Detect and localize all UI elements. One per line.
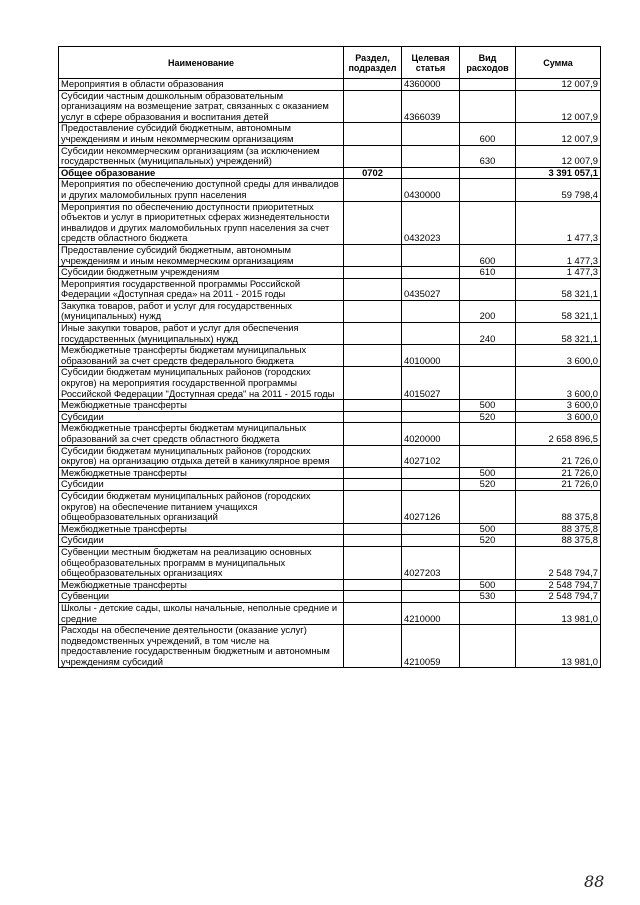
cell-name: Межбюджетные трансферты бюджетам муниципальных образований за счет средств областного бюджета (59, 423, 344, 445)
cell-type (460, 625, 516, 668)
table-header-row (59, 47, 601, 79)
cell-type (460, 445, 516, 467)
cell-name: Субсидии частным дошкольным образовательным организациям на возмещение затрат, связанных с оказанием услуг в сфере образования и воспитания детей (59, 90, 344, 123)
table-row (59, 479, 601, 491)
cell-name: Субсидии (59, 535, 344, 547)
cell-sum: 2 658 896,5 (516, 423, 601, 445)
cell-code: 4027203 (402, 546, 460, 579)
cell-type: 500 (460, 579, 516, 591)
cell-code (402, 467, 460, 479)
cell-name: Расходы на обеспечение деятельности (оказание услуг) подведомственных учреждений, в том числе на предоставление государственным бюджетным и автономным учреждениям субсидий (59, 625, 344, 668)
table-row (59, 367, 601, 400)
cell-name: Субсидии бюджетным учреждениям (59, 267, 344, 279)
cell-section (344, 535, 402, 547)
cell-name: Субсидии бюджетам муниципальных районов (городских округов) на организацию отдыха детей в каникулярное время (59, 445, 344, 467)
table-row (59, 244, 601, 266)
table-row (59, 300, 601, 322)
cell-name: Мероприятия по обеспечению доступной среды для инвалидов и других маломобильных групп населения (59, 179, 344, 201)
cell-type: 240 (460, 323, 516, 345)
cell-code (402, 145, 460, 167)
cell-type (460, 167, 516, 179)
cell-code (402, 123, 460, 145)
cell-sum: 1 477,3 (516, 201, 601, 244)
cell-name: Межбюджетные трансферты (59, 467, 344, 479)
header-section: Раздел, подраздел (344, 47, 402, 79)
cell-sum: 2 548 794,7 (516, 591, 601, 603)
cell-sum: 12 007,9 (516, 123, 601, 145)
cell-sum: 3 600,0 (516, 400, 601, 412)
cell-sum: 12 007,9 (516, 79, 601, 91)
cell-code: 4360000 (402, 79, 460, 91)
table-row (59, 179, 601, 201)
cell-code (402, 167, 460, 179)
cell-name: Субсидии бюджетам муниципальных районов (городских округов) на мероприятия государственной программы Российской Федерации "Доступная среда" на 2011 - 2015 годы (59, 367, 344, 400)
cell-section (344, 367, 402, 400)
table-row (59, 467, 601, 479)
cell-type: 500 (460, 523, 516, 535)
header-sum: Сумма (516, 47, 601, 79)
cell-type (460, 201, 516, 244)
cell-sum: 21 726,0 (516, 479, 601, 491)
cell-type: 520 (460, 535, 516, 547)
header-name: Наименование (59, 47, 344, 79)
cell-section (344, 300, 402, 322)
cell-sum: 2 548 794,7 (516, 579, 601, 591)
cell-name: Субсидии бюджетам муниципальных районов (городских округов) на обеспечение питанием учащихся общеобразовательных организаций (59, 490, 344, 523)
cell-code: 0432023 (402, 201, 460, 244)
cell-name: Предоставление субсидий бюджетным, автономным учреждениям и иным некоммерческим организациям (59, 244, 344, 266)
cell-sum: 88 375,8 (516, 535, 601, 547)
budget-table (58, 46, 601, 668)
table-row (59, 123, 601, 145)
cell-section (344, 79, 402, 91)
table-row (59, 145, 601, 167)
table-row (59, 267, 601, 279)
cell-type: 520 (460, 411, 516, 423)
cell-name: Мероприятия в области образования (59, 79, 344, 91)
cell-sum: 58 321,1 (516, 278, 601, 300)
cell-type: 500 (460, 467, 516, 479)
cell-type (460, 90, 516, 123)
cell-code (402, 323, 460, 345)
cell-section (344, 625, 402, 668)
cell-sum: 58 321,1 (516, 300, 601, 322)
cell-name: Предоставление субсидий бюджетным, автономным учреждениям и иным некоммерческим организациям (59, 123, 344, 145)
cell-code (402, 267, 460, 279)
table-row (59, 323, 601, 345)
cell-code: 4210059 (402, 625, 460, 668)
cell-code (402, 535, 460, 547)
cell-sum: 3 600,0 (516, 367, 601, 400)
cell-type (460, 490, 516, 523)
cell-code (402, 579, 460, 591)
cell-section (344, 546, 402, 579)
cell-code: 4010000 (402, 345, 460, 367)
cell-code (402, 400, 460, 412)
cell-name: Межбюджетные трансферты (59, 579, 344, 591)
table-row (59, 167, 601, 179)
cell-type: 600 (460, 123, 516, 145)
cell-section (344, 423, 402, 445)
cell-name: Мероприятия по обеспечению доступности приоритетных объектов и услуг в приоритетных сферах жизнедеятельности инвалидов и других маломобильных групп населения за счет средств областного бюджета (59, 201, 344, 244)
cell-section (344, 579, 402, 591)
table-row (59, 546, 601, 579)
cell-name: Общее образование (59, 167, 344, 179)
table-row (59, 79, 601, 91)
table-body (59, 79, 601, 668)
cell-sum: 3 600,0 (516, 345, 601, 367)
cell-section (344, 523, 402, 535)
cell-type (460, 278, 516, 300)
cell-code: 0430000 (402, 179, 460, 201)
cell-section (344, 345, 402, 367)
table-row (59, 523, 601, 535)
cell-section (344, 267, 402, 279)
cell-sum: 13 981,0 (516, 625, 601, 668)
cell-section (344, 400, 402, 412)
cell-section (344, 145, 402, 167)
header-target: Целевая статья (402, 47, 460, 79)
cell-section (344, 490, 402, 523)
cell-name: Мероприятия государственной программы Российской Федерации «Доступная среда» на 2011 - 2015 годы (59, 278, 344, 300)
cell-code: 4366039 (402, 90, 460, 123)
cell-code: 4020000 (402, 423, 460, 445)
cell-type: 520 (460, 479, 516, 491)
table-row (59, 201, 601, 244)
cell-sum: 88 375,8 (516, 523, 601, 535)
cell-name: Субсидии (59, 479, 344, 491)
cell-code: 4015027 (402, 367, 460, 400)
cell-code (402, 591, 460, 603)
table-row (59, 535, 601, 547)
cell-code: 4210000 (402, 602, 460, 624)
cell-section (344, 479, 402, 491)
cell-code: 4027102 (402, 445, 460, 467)
table-row (59, 591, 601, 603)
cell-name: Субвенции местным бюджетам на реализацию основных общеобразовательных программ в муниципальных общеобразовательных организациях (59, 546, 344, 579)
cell-section (344, 602, 402, 624)
cell-sum: 12 007,9 (516, 90, 601, 123)
cell-sum: 2 548 794,7 (516, 546, 601, 579)
cell-sum: 88 375,8 (516, 490, 601, 523)
cell-sum: 3 391 057,1 (516, 167, 601, 179)
cell-sum: 21 726,0 (516, 445, 601, 467)
cell-sum: 21 726,0 (516, 467, 601, 479)
page-number: 88 (584, 872, 605, 891)
header-type: Вид расходов (460, 47, 516, 79)
cell-code (402, 244, 460, 266)
cell-type (460, 423, 516, 445)
cell-section (344, 179, 402, 201)
cell-name: Субвенции (59, 591, 344, 603)
cell-section (344, 90, 402, 123)
table-row (59, 400, 601, 412)
cell-section (344, 323, 402, 345)
cell-name: Закупка товаров, работ и услуг для государственных (муниципальных) нужд (59, 300, 344, 322)
cell-section (344, 467, 402, 479)
cell-code: 0435027 (402, 278, 460, 300)
cell-sum: 1 477,3 (516, 244, 601, 266)
cell-type (460, 179, 516, 201)
cell-sum: 12 007,9 (516, 145, 601, 167)
cell-code (402, 300, 460, 322)
cell-type: 530 (460, 591, 516, 603)
cell-type (460, 345, 516, 367)
cell-section (344, 411, 402, 423)
cell-code (402, 479, 460, 491)
cell-section (344, 123, 402, 145)
cell-section (344, 591, 402, 603)
table-row (59, 90, 601, 123)
cell-sum: 13 981,0 (516, 602, 601, 624)
cell-sum: 59 798,4 (516, 179, 601, 201)
table-row (59, 345, 601, 367)
cell-section (344, 201, 402, 244)
cell-type (460, 367, 516, 400)
cell-section (344, 244, 402, 266)
cell-type: 630 (460, 145, 516, 167)
table-row (59, 423, 601, 445)
cell-type: 500 (460, 400, 516, 412)
cell-type (460, 546, 516, 579)
cell-name: Субсидии (59, 411, 344, 423)
cell-type (460, 602, 516, 624)
cell-type: 610 (460, 267, 516, 279)
table-row (59, 411, 601, 423)
cell-section (344, 278, 402, 300)
table-row (59, 490, 601, 523)
cell-sum: 58 321,1 (516, 323, 601, 345)
cell-name: Субсидии некоммерческим организациям (за исключением государственных (муниципальных) учреждений) (59, 145, 344, 167)
cell-name: Школы - детские сады, школы начальные, неполные средние и средние (59, 602, 344, 624)
table-row (59, 278, 601, 300)
table-row (59, 602, 601, 624)
cell-section (344, 445, 402, 467)
cell-name: Межбюджетные трансферты бюджетам муниципальных образований за счет средств федерального бюджета (59, 345, 344, 367)
cell-code (402, 523, 460, 535)
table-row (59, 625, 601, 668)
cell-sum: 1 477,3 (516, 267, 601, 279)
cell-name: Иные закупки товаров, работ и услуг для обеспечения государственных (муниципальных) нужд (59, 323, 344, 345)
cell-code (402, 411, 460, 423)
table-row (59, 579, 601, 591)
cell-name: Межбюджетные трансферты (59, 400, 344, 412)
cell-type (460, 79, 516, 91)
cell-sum: 3 600,0 (516, 411, 601, 423)
cell-code: 4027126 (402, 490, 460, 523)
cell-type: 200 (460, 300, 516, 322)
table-row (59, 445, 601, 467)
cell-name: Межбюджетные трансферты (59, 523, 344, 535)
cell-section: 0702 (344, 167, 402, 179)
cell-type: 600 (460, 244, 516, 266)
